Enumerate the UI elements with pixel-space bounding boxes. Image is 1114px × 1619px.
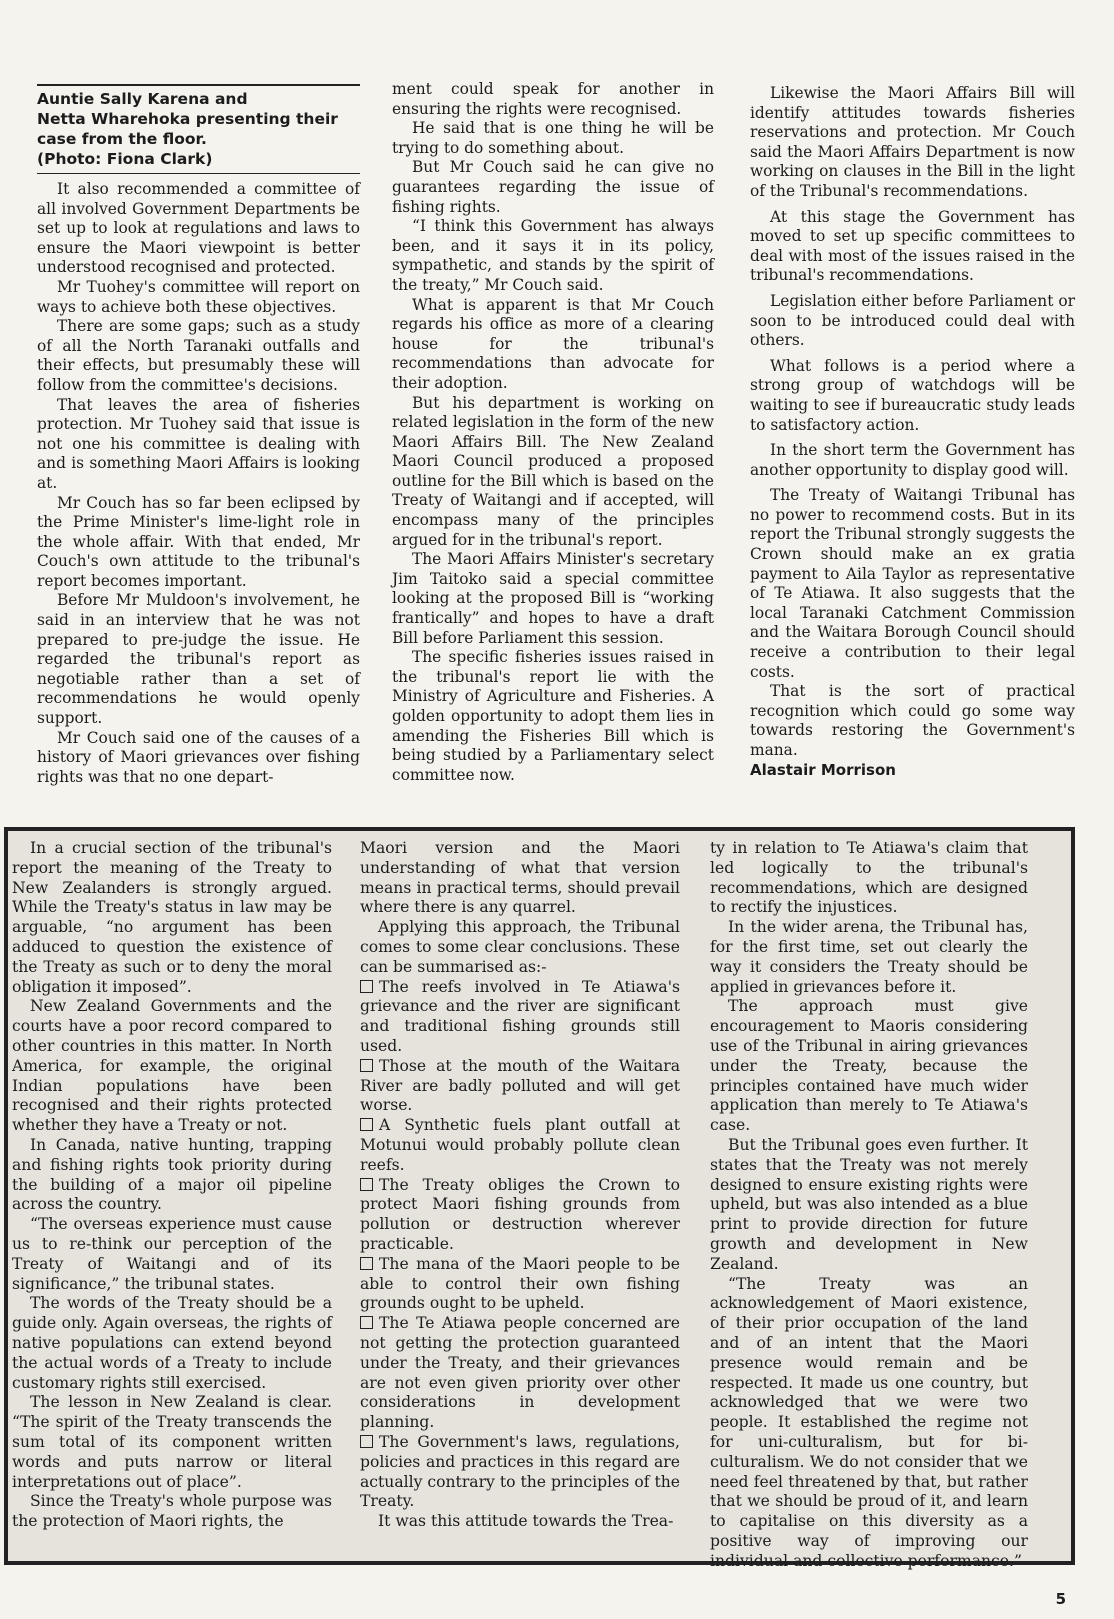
paragraph: But his department is working on related legislation in the form of the new Maori Affairs Bill. The New Zealand Maori Council produced a proposed outline for the Bill which is based on the Treaty of Waitangi and if accepted, will encompass many of the principles argued for in the tribunal's report. xyxy=(392,393,714,549)
paragraph: The words of the Treaty should be a guide only. Again overseas, the rights of native populations can extend beyond the actual words of a Treaty to include customary rights still exercised. xyxy=(12,1294,332,1392)
paragraph: That leaves the area of fisheries protection. Mr Tuohey said that issue is not one his committee is dealing with and is something Maori Affairs is looking at. xyxy=(37,395,360,492)
sidebar-box xyxy=(4,827,1075,1570)
article-column-1 xyxy=(37,180,360,787)
paragraph: Likewise the Maori Affairs Bill will identify attitudes towards fisheries reservations and protection. Mr Couch said the Maori Affairs Department is now working on clauses in the Bill in the light of the Tribunal's recommendations. xyxy=(750,84,1075,200)
paragraph: In Canada, native hunting, trapping and fishing rights took priority during the building of a major oil pipeline across the country. xyxy=(12,1135,332,1214)
caption-line: Auntie Sally Karena and xyxy=(37,90,248,108)
paragraph: ment could speak for another in ensuring the rights were recognised. xyxy=(392,80,714,118)
checkbox-bullet-item: The reefs involved in Te Atiawa's grievance and the river are significant and traditional fishing grounds still used. xyxy=(360,977,680,1055)
paragraph: The lesson in New Zealand is clear. “The spirit of the Treaty transcends the sum total of its component written words and puts narrow or literal interpretations out of place”. xyxy=(12,1393,332,1491)
paragraph: That is the sort of practical recognition which could go some way towards restoring the Government's mana. xyxy=(750,682,1075,759)
paragraph: In the wider arena, the Tribunal has, for the first time, set out clearly the way it considers the Treaty should be applied in grievances before it. xyxy=(710,918,1028,996)
photo-caption xyxy=(37,84,360,174)
paragraph: Maori version and the Maori understanding of what that version means in practical terms, should prevail where there is any quarrel. xyxy=(360,839,680,917)
paragraph: But Mr Couch said he can give no guarantees regarding the issue of fishing rights. xyxy=(392,158,714,216)
article-column-2 xyxy=(392,80,714,785)
paragraph: Applying this approach, the Tribunal comes to some clear conclusions. These can be summarised as:- xyxy=(360,918,680,976)
paragraph: New Zealand Governments and the courts have a poor record compared to other countries in this matter. In North America, for example, the original Indian populations have been recognised and their rights protected whether they have a Treaty or not. xyxy=(12,997,332,1135)
paragraph: In the short term the Government has another opportunity to display good will. xyxy=(750,441,1075,479)
article-column-3 xyxy=(750,84,1075,780)
paragraph: Before Mr Muldoon's involvement, he said in an interview that he was not prepared to pre-judge the issue. He regarded the tribunal's report as negotiable rather than a set of recommendations he would openly support. xyxy=(37,591,360,728)
paragraph: “The overseas experience must cause us to re-think our perception of the Treaty of Waitangi and of its significance,” the tribunal states. xyxy=(12,1215,332,1293)
paragraph: What is apparent is that Mr Couch regards his office as more of a clearing house for the tribunal's recommendations than advocate for their adoption. xyxy=(392,295,714,392)
paragraph: It was this attitude towards the Trea- xyxy=(378,1512,674,1531)
checkbox-bullet-item: The mana of the Maori people to be able to control their own fishing grounds ought to be upheld. xyxy=(360,1254,680,1313)
box-column-2 xyxy=(360,839,680,1532)
paragraph: But the Tribunal goes even further. It states that the Treaty was not merely designed to ensure existing rights were upheld, but was also intended as a blue print to provide direction for future growth and development in New Zealand. xyxy=(710,1135,1028,1273)
paragraph: What follows is a period where a strong group of watchdogs will be waiting to see if bureaucratic study leads to satisfactory action. xyxy=(750,356,1075,434)
paragraph: Mr Tuohey's committee will report on ways to achieve both these objectives. xyxy=(37,277,360,316)
paragraph: The specific fisheries issues raised in the tribunal's report lie with the Ministry of Agriculture and Fisheries. A golden opportunity to adopt them lies in amending the Fisheries Bill which is being studied by a Parliamentary select committee now. xyxy=(392,648,714,784)
checkbox-bullet-item: The Treaty obliges the Crown to protect Maori fishing grounds from pollution or destruction wherever practicable. xyxy=(360,1175,680,1253)
paragraph: He said that is one thing he will be trying to do something about. xyxy=(392,119,714,157)
caption-line: case from the floor. xyxy=(37,130,207,148)
box-column-3 xyxy=(710,839,1028,1571)
paragraph: “I think this Government has always been, and it says it in its policy, sympathetic, and stands by the spirit of the treaty,” Mr Couch said. xyxy=(392,217,714,294)
caption-line: Netta Wharehoka presenting their xyxy=(37,110,338,128)
paragraph: The Treaty of Waitangi Tribunal has no power to recommend costs. But in its report the Tribunal strongly suggests the Crown should make an ex gratia payment to Aila Taylor as representative of Te Atiawa. It also suggests that the local Taranaki Catchment Commission and the Waitara Borough Council should receive a contribution to their legal costs. xyxy=(750,486,1075,681)
checkbox-bullet-item: A Synthetic fuels plant outfall at Motunui would probably pollute clean reefs. xyxy=(360,1116,680,1174)
paragraph: ty in relation to Te Atiawa's claim that led logically to the tribunal's recommendations, which are designed to rectify the injustices. xyxy=(710,839,1028,917)
box-column-1 xyxy=(12,839,332,1532)
paragraph: The approach must give encouragement to Maoris considering use of the Tribunal in airing grievances under the Treaty, because the principles contained have much wider application than merely to Te Atiawa's case. xyxy=(710,997,1028,1135)
paragraph: “The Treaty was an acknowledgement of Maori existence, of their prior occupation of the land and of an intent that the Maori presence would remain and be respected. It made us one country, but acknowledged that we were two people. It established the regime not for uni-culturalism, but for bi-culturalism. We do not consider that we need feel threatened by that, but rather that we should be proud of it, and learn to capitalise on this diversity as a positive way of improving our individual and collective performance.” xyxy=(710,1274,1028,1570)
checkbox-bullet-item: The Government's laws, regulations, policies and practices in this regard are actually contrary to the principles of the Treaty. xyxy=(360,1432,680,1511)
paragraph: In a crucial section of the tribunal's report the meaning of the Treaty to New Zealanders is strongly argued. While the Treaty's status in law may be arguable, “no argument has been adduced to question the existence of the Treaty as such or to deny the moral obligation it imposed”. xyxy=(12,839,332,996)
paragraph: The Maori Affairs Minister's secretary Jim Taitoko said a special committee looking at the proposed Bill is “working frantically” and hopes to have a draft Bill before Parliament this session. xyxy=(392,550,714,647)
caption-line: (Photo: Fiona Clark) xyxy=(37,150,213,168)
paragraph: Mr Couch has so far been eclipsed by the Prime Minister's lime-light role in the whole affair. With that ended, Mr Couch's own attitude to the tribunal's report becomes important. xyxy=(37,493,360,590)
paragraph: There are some gaps; such as a study of all the North Taranaki outfalls and their effects, but presumably these will follow from the committee's decisions. xyxy=(37,317,360,394)
author-byline: Alastair Morrison xyxy=(750,760,896,779)
paragraph: It also recommended a committee of all involved Government Departments be set up to look at regulations and laws to ensure the Maori viewpoint is better understood recognised and protected. xyxy=(37,180,360,277)
paragraph: Legislation either before Parliament or soon to be introduced could deal with others. xyxy=(750,291,1075,350)
paragraph: Since the Treaty's whole purpose was the protection of Maori rights, the xyxy=(12,1492,332,1531)
paragraph: Mr Couch said one of the causes of a history of Maori grievances over fishing rights was that no one depart- xyxy=(37,728,360,786)
paragraph: At this stage the Government has moved to set up specific committees to deal with most of the issues raised in the tribunal's recommendations. xyxy=(750,207,1075,285)
checkbox-bullet-item: The Te Atiawa people concerned are not getting the protection guaranteed under the Treaty, and their grievances are not even given priority over other considerations in development planning. xyxy=(360,1314,680,1432)
checkbox-bullet-item: Those at the mouth of the Waitara River are badly polluted and will get worse. xyxy=(360,1056,680,1115)
page-number: 5 xyxy=(1055,1590,1066,1608)
